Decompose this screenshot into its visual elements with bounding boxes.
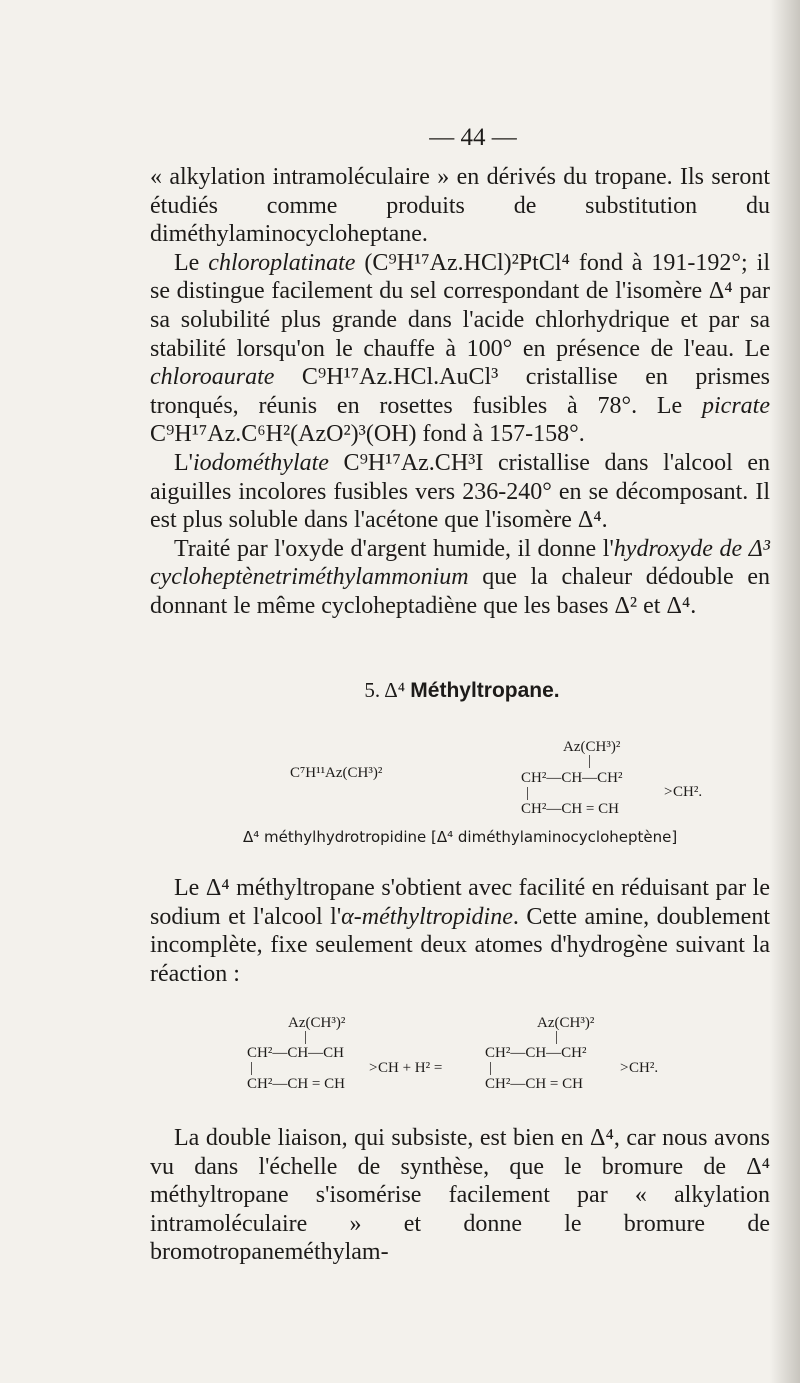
paragraph-hydroxyde: Traité par l'oxyde d'argent humide, il donne l'hydroxyde de Δ³ cycloheptènetriméthylammonium que la chaleur dédouble en donnant le même cycloheptadiène que les bases Δ² et Δ⁴.: [150, 535, 770, 619]
term-hydroxyde: hydroxyde de Δ³ cycloheptènetriméthylammonium: [150, 535, 770, 591]
fig1-caption: Δ⁴ méthylhydrotropidine [Δ⁴ diméthylaminocycloheptène]: [243, 828, 678, 846]
paragraph-double-liaison: La double liaison, qui subsiste, est bien en Δ⁴, car nous avons vu dans l'échelle de synthèse, que le bromure de Δ⁴ méthyltropane s'isomérise facilement par « alkylation intramoléculaire » et donne le bromure de bromotropaneméthylam-: [150, 1125, 770, 1266]
term-iodomethylate: iodométhylate: [192, 449, 329, 476]
text-block-middle: [150, 874, 770, 988]
text-block-upper: [150, 163, 770, 621]
text-block-lower: [150, 1124, 770, 1267]
fig2-left-bar: |: [304, 1029, 308, 1045]
fig2-right-ring: CH².: [629, 1060, 659, 1076]
term-chloroplatinate: chloroplatinate: [208, 249, 356, 276]
fig1-ring-connector: >: [664, 784, 673, 800]
paragraph-iodomethylate: L'iodométhylate C⁹H¹⁷Az.CH³I cristallise dans l'alcool en aiguilles incolores fusibles vers 236-240° en se décomposant. Il est plus soluble dans l'acétone que l'isomère Δ⁴.: [150, 449, 770, 534]
term-chloroaurate: chloroaurate: [150, 364, 275, 391]
fig1-right-row2: CH²—CH = CH: [521, 801, 619, 817]
fig2-right-ring-bar: |: [489, 1060, 493, 1076]
fig1-right-ring: CH².: [673, 784, 703, 800]
paragraph-chloroplatinate: Le chloroplatinate (C⁹H¹⁷Az.HCl)²PtCl⁴ fond à 191-192°; il se distingue facilement du sel correspondant de l'isomère Δ⁴ par sa solubilité plus grande dans l'acide chlorhydrique et par sa stabilité lorsqu'on le chauffe à 100° en présence de l'eau. Le chloroaurate C⁹H¹⁷Az.HCl.AuCl³ cristallise en prismes tronqués, réunis en rosettes fusibles à 78°. Le picrate C⁹H¹⁷Az.C⁶H²(AzO²)³(OH) fond à 157-158°.: [150, 249, 770, 448]
fig1-right-bar: |: [588, 753, 592, 769]
fig1-right-top: Az(CH³)²: [563, 739, 621, 755]
section-title: Méthyltropane.: [410, 679, 560, 702]
term-picrate: picrate: [702, 392, 770, 419]
paragraph-methyltropane: Le Δ⁴ méthyltropane s'obtient avec facilité en réduisant par le sodium et l'alcool l'α-méthyltropidine. Cette amine, doublement incomplète, fixe seulement deux atomes d'hydrogène suivant la réaction :: [150, 875, 770, 987]
fig2-left-row2: CH²—CH = CH: [247, 1076, 345, 1092]
fig2-left-mid: CH + H² =: [378, 1060, 443, 1076]
fig2-right-top: Az(CH³)²: [537, 1015, 595, 1031]
term-alpha-methyltropidine: α-méthyltropidine: [341, 903, 513, 930]
fig2-right-bar: |: [555, 1029, 559, 1045]
fig2-left-ring-bar: |: [250, 1060, 254, 1076]
fig2-right-connector: >: [620, 1060, 629, 1076]
fig1-right-row1: CH²—CH—CH²: [521, 770, 623, 786]
fig2-left-connector: >: [369, 1060, 378, 1076]
page-number: — 44 —: [429, 124, 517, 151]
section-heading: [0, 678, 800, 703]
fig2-right-row2: CH²—CH = CH: [485, 1076, 583, 1092]
section-delta: Δ⁴: [384, 678, 406, 702]
fig1-ring-bar: |: [526, 785, 530, 801]
fig1-left-formula: C⁷H¹¹Az(CH³)²: [290, 765, 383, 781]
fig2-right-row1: CH²—CH—CH²: [485, 1045, 587, 1061]
section-number: 5.: [364, 678, 381, 702]
paragraph-continuation: « alkylation intramoléculaire » en dérivés du tropane. Ils seront étudiés comme produits de substitution du diméthylaminocycloheptane.: [150, 164, 770, 248]
fig2-left-top: Az(CH³)²: [288, 1015, 346, 1031]
fig2-left-row1: CH²—CH—CH: [247, 1045, 345, 1061]
